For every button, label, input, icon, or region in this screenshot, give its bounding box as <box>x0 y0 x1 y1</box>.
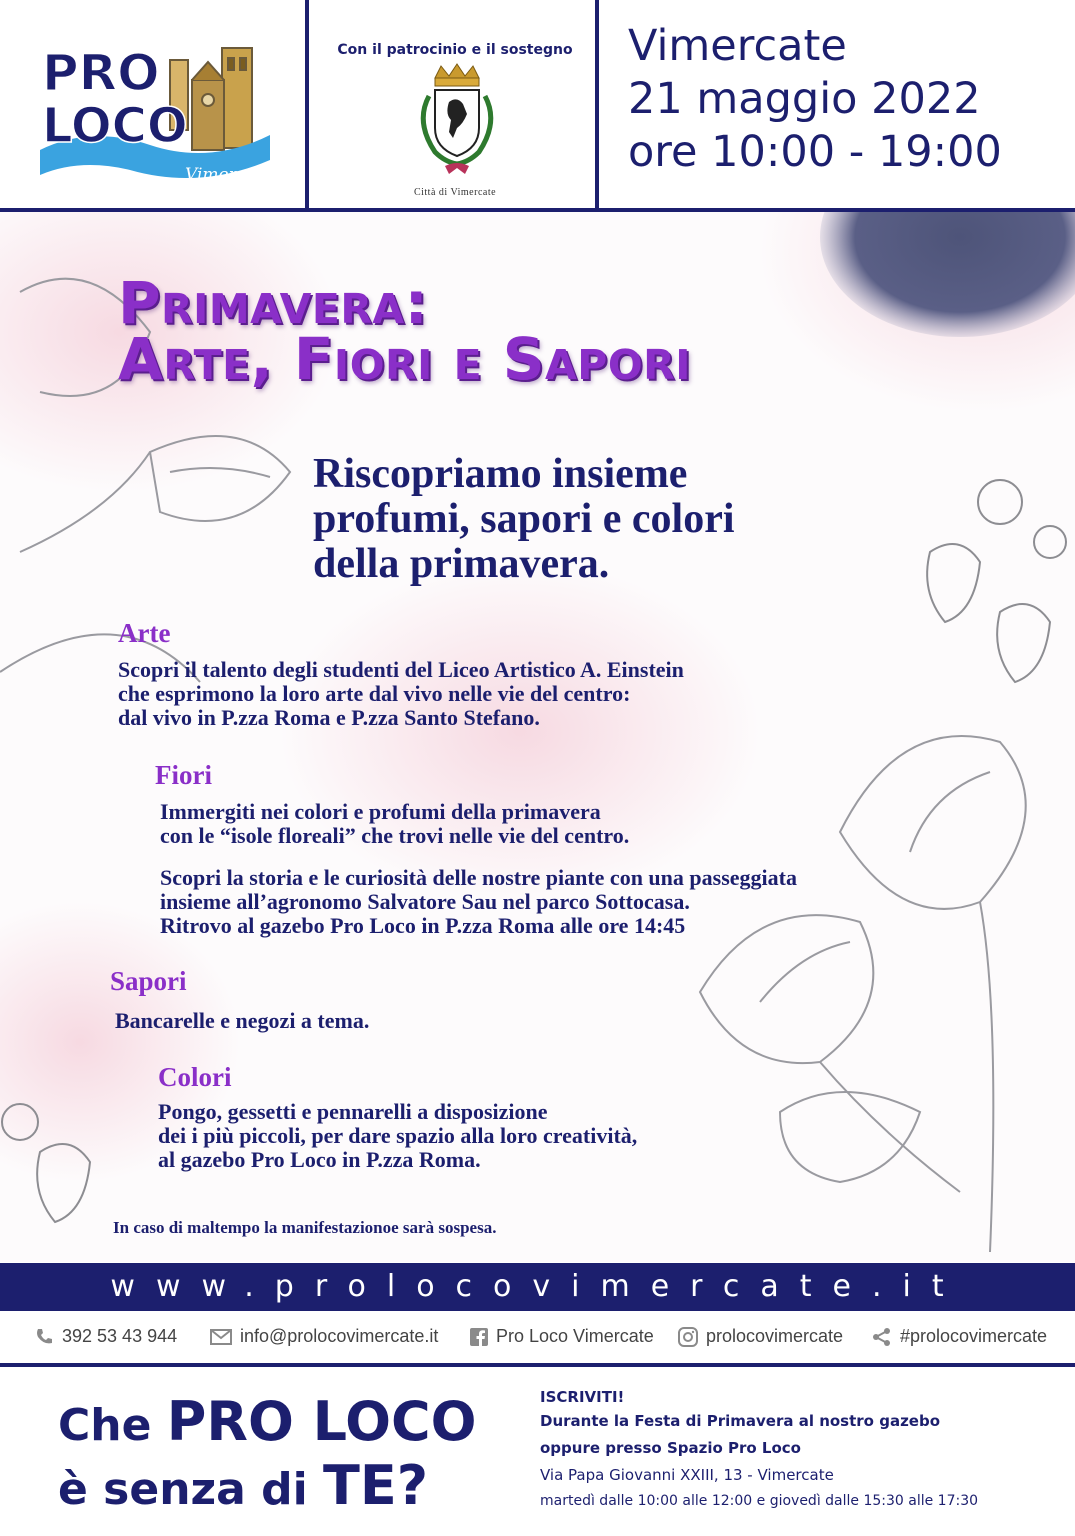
section-heading-sapori: Sapori <box>110 966 187 996</box>
header-divider <box>305 0 309 212</box>
section-heading-fiori: Fiori <box>155 760 212 790</box>
signup-hours: martedì dalle 10:00 alle 12:00 e giovedì dalle 15:30 alle 17:30 <box>540 1493 979 1509</box>
sapori-line-1: Bancarelle e negozi a tema. <box>115 1008 370 1033</box>
colori-line-1: Pongo, gessetti e pennarelli a disposizione <box>158 1099 548 1124</box>
mail-icon <box>210 1329 232 1345</box>
contact-hashtag[interactable] <box>872 1326 1047 1347</box>
arte-line-1: Scopri il talento degli studenti del Liceo Artistico A. Einstein <box>118 657 684 682</box>
city-label: Città di Vimercate <box>413 187 497 198</box>
facebook-page: Pro Loco Vimercate <box>496 1326 654 1346</box>
signup-title: ISCRIVITI! <box>540 1388 625 1406</box>
fiori-line-4: insieme all’agronomo Salvatore Sau nel parco Sottocasa. <box>160 889 690 914</box>
section-body-colori <box>158 1100 958 1172</box>
logo-script-text: Vimercate <box>185 165 274 185</box>
slogan-line-2: è senza di TE? <box>58 1454 429 1517</box>
logo-pro-text: PRO <box>42 44 160 102</box>
slogan <box>58 1392 518 1520</box>
section-heading-arte: Arte <box>118 618 171 648</box>
title-line-2: Arte, Fiori e Sapori <box>118 325 691 393</box>
event-info <box>628 20 1068 179</box>
slogan-line-1: Che PRO LOCO <box>58 1390 477 1453</box>
website-link[interactable]: www.prolocovimercate.it <box>110 1269 965 1304</box>
phone-icon <box>34 1327 54 1347</box>
arte-line-3: dal vivo in P.zza Roma e P.zza Santo Stefano. <box>118 705 540 730</box>
section-body-sapori <box>115 1009 715 1033</box>
colori-line-3: al gazebo Pro Loco in P.zza Roma. <box>158 1147 481 1172</box>
phone-number: 392 53 43 944 <box>62 1326 178 1346</box>
city-crest-icon <box>405 62 509 180</box>
signup-info <box>540 1385 1070 1515</box>
fiori-line-2: con le “isole floreali” che trovi nelle vie del centro. <box>160 823 630 848</box>
section-heading-colori: Colori <box>158 1062 232 1092</box>
slogan-proloco: PRO LOCO <box>166 1390 477 1453</box>
logo-loco-text: LOCO <box>42 98 188 154</box>
email-address: info@prolocovimercate.it <box>240 1326 439 1346</box>
event-date: 21 maggio 2022 <box>628 74 981 124</box>
event-title <box>118 269 1038 393</box>
contact-instagram[interactable] <box>678 1326 843 1347</box>
signup-line-2: oppure presso Spazio Pro Loco <box>540 1439 801 1457</box>
pro-loco-logo <box>30 30 280 190</box>
subtitle-line: della primavera. <box>313 541 610 587</box>
fiori-line-3: Scopri la storia e le curiosità delle nostre piante con una passeggiata <box>160 865 797 890</box>
share-icon <box>872 1327 892 1347</box>
facebook-icon <box>470 1328 488 1346</box>
fiori-line-1: Immergiti nei colori e profumi della primavera <box>160 799 601 824</box>
signup-line-1: Durante la Festa di Primavera al nostro gazebo <box>540 1412 941 1430</box>
contact-phone[interactable] <box>34 1326 177 1347</box>
subtitle-line: profumi, sapori e colori <box>313 496 735 542</box>
hashtag: #prolocovimercate <box>900 1326 1048 1346</box>
section-body-arte <box>118 658 968 730</box>
instagram-handle: prolocovimercate <box>706 1326 844 1346</box>
event-place: Vimercate <box>628 21 847 71</box>
section-body-fiori <box>160 800 1060 938</box>
subtitle-line: Riscopriamo insieme <box>313 451 688 497</box>
patronage-block <box>310 0 600 208</box>
website-bar[interactable] <box>0 1263 1075 1311</box>
title-line-1: Primavera: <box>118 269 429 337</box>
colori-line-2: dei i più piccoli, per dare spazio alla loro creatività, <box>158 1123 638 1148</box>
header <box>0 0 1075 212</box>
contact-facebook[interactable] <box>470 1326 654 1347</box>
event-time: ore 10:00 - 19:00 <box>628 127 1002 177</box>
subtitle <box>313 452 933 587</box>
contact-bar <box>0 1311 1075 1367</box>
contact-email[interactable] <box>210 1326 438 1347</box>
weather-note: In caso di maltempo la manifestazionoe sarà sospesa. <box>113 1218 497 1237</box>
arte-line-2: che esprimono la loro arte dal vivo nelle vie del centro: <box>118 681 631 706</box>
slogan-te: TE? <box>323 1454 429 1517</box>
signup-address: Via Papa Giovanni XXIII, 13 - Vimercate <box>540 1466 834 1484</box>
instagram-icon <box>678 1327 698 1347</box>
fiori-line-5: Ritrovo al gazebo Pro Loco in P.zza Roma alle ore 14:45 <box>160 913 686 938</box>
patronage-text: Con il patrocinio e il sostegno <box>337 42 573 58</box>
